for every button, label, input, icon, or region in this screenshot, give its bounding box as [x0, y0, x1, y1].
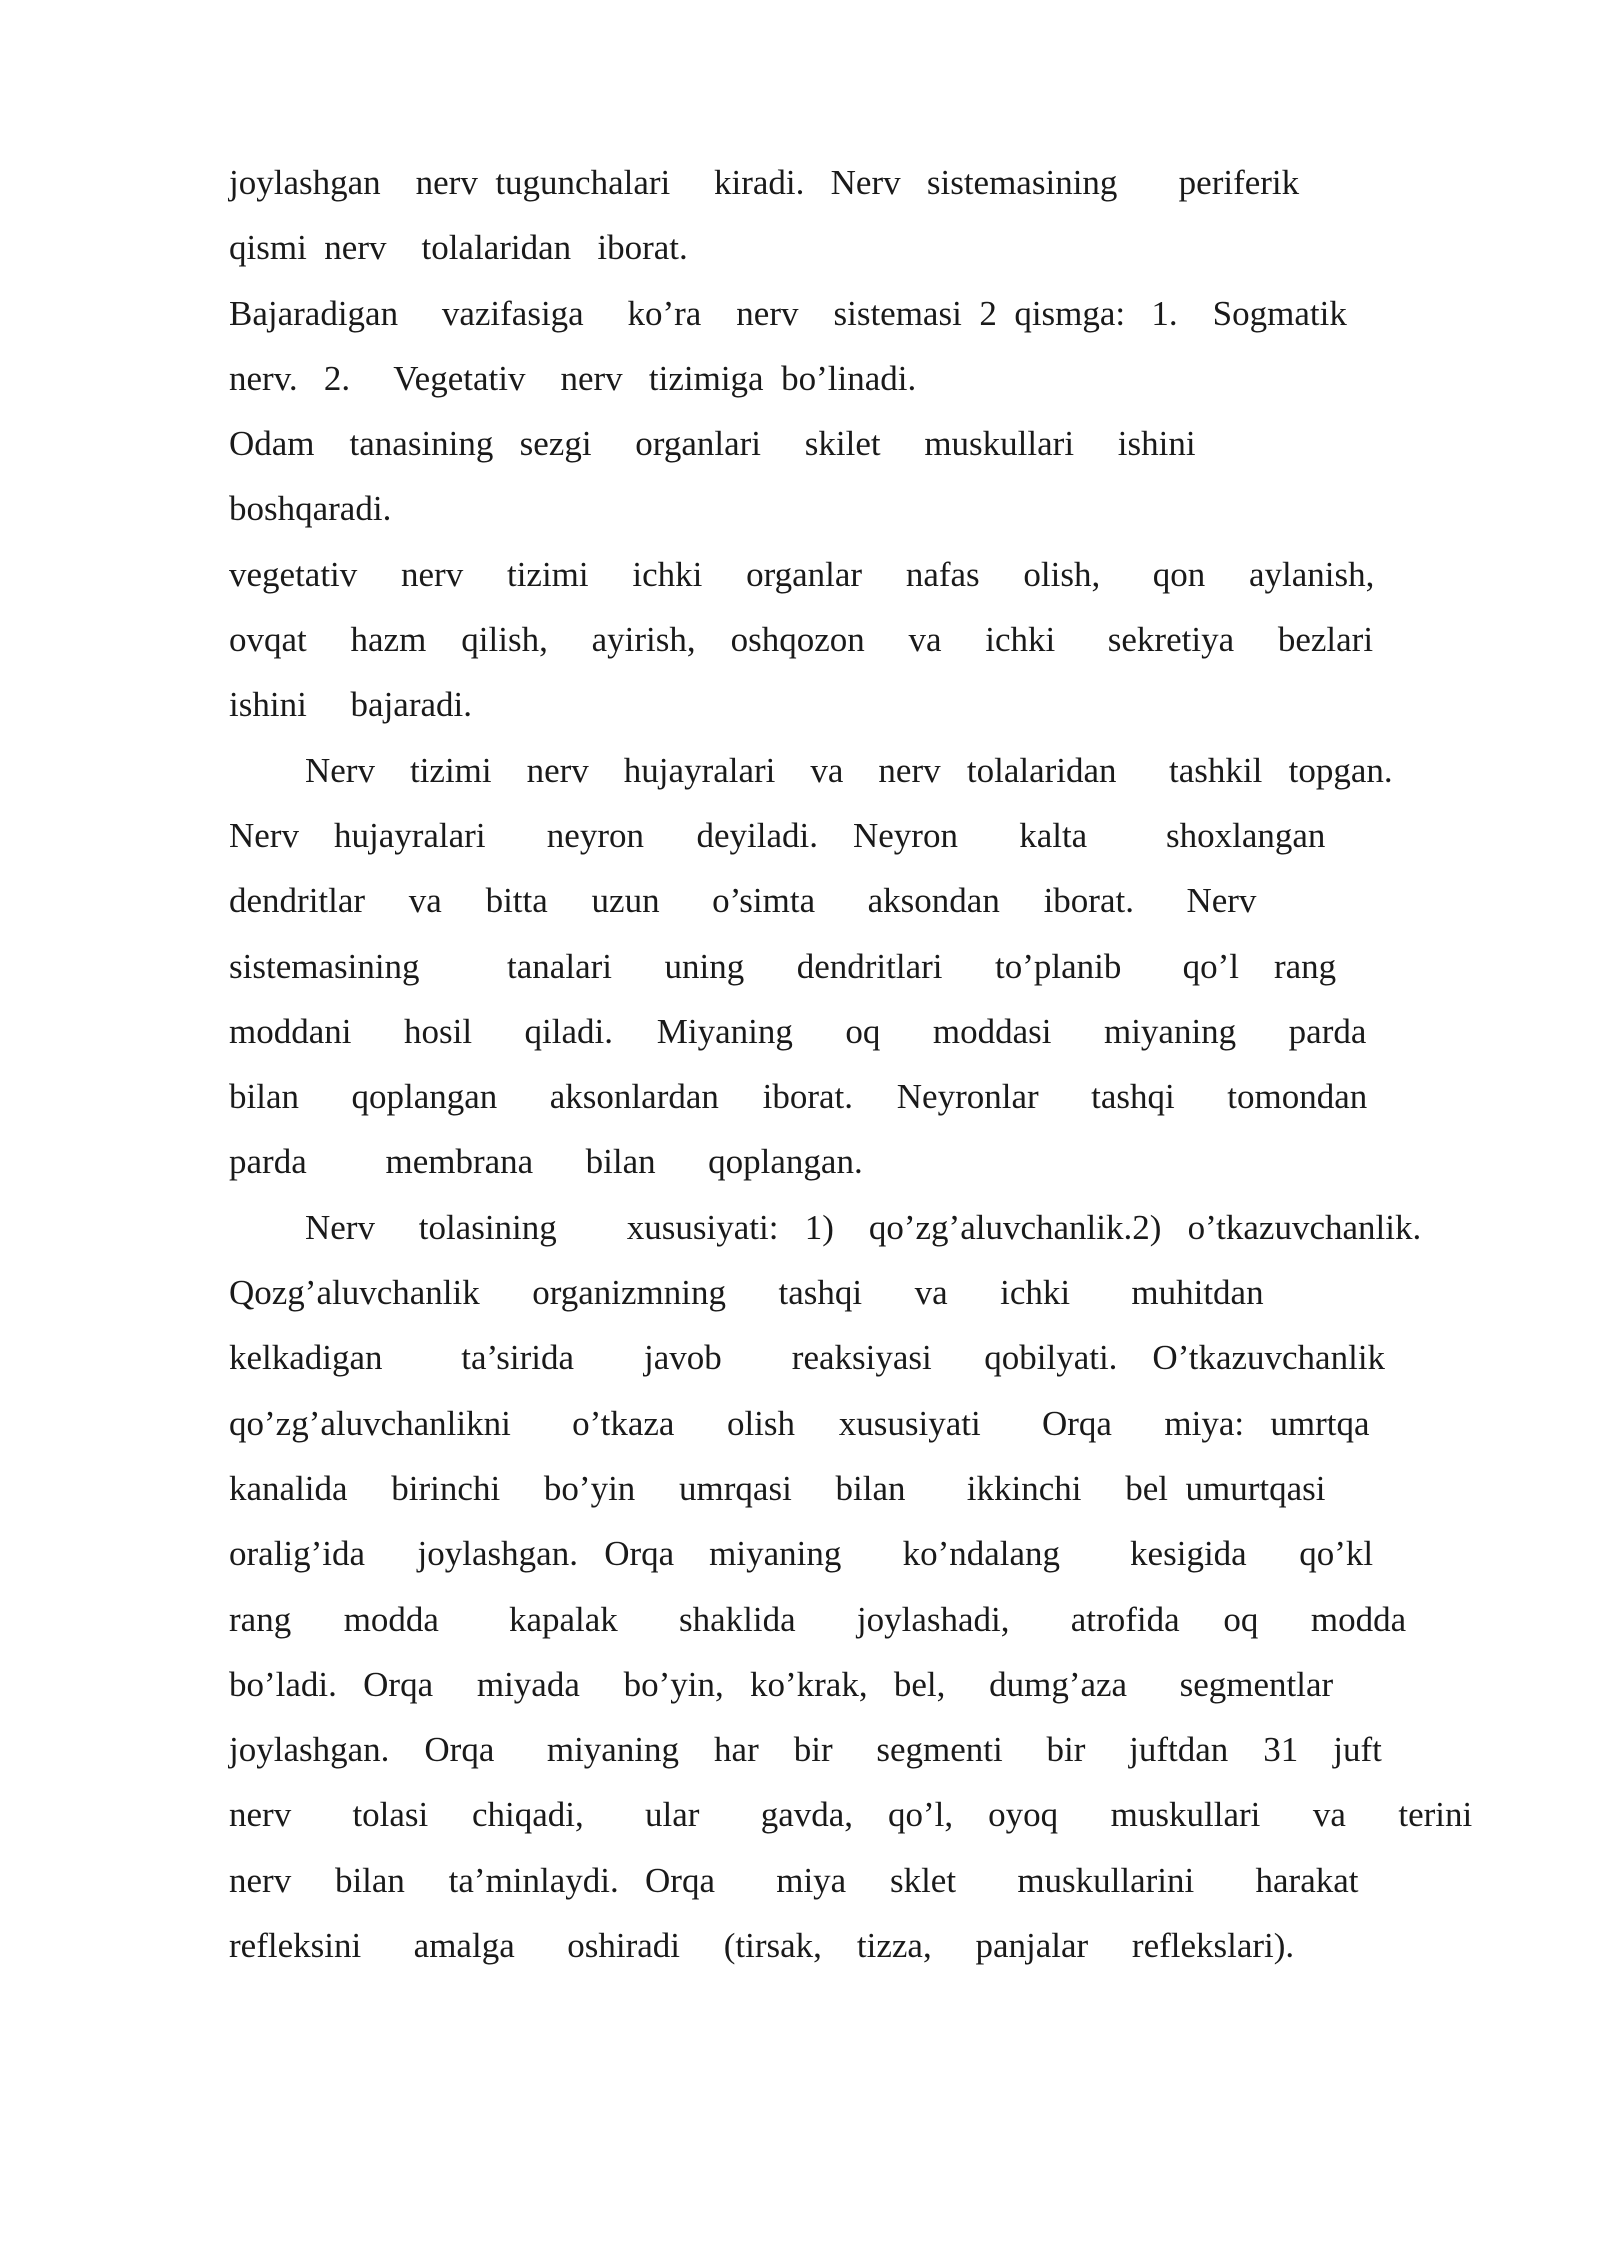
text-line: Nerv hujayralari neyron deyiladi. Neyron kalta shoxlangan	[229, 815, 1326, 855]
text-line: Qozg’aluvchanlik organizmning tashqi va ichki muhitdan	[229, 1273, 1264, 1313]
text-line: joylashgan. Orqa miyaning har bir segmenti bir juftdan 31 juft	[229, 1730, 1382, 1770]
text-line: moddani hosil qiladi. Miyaning oq moddasi miyaning parda	[229, 1011, 1367, 1051]
text-line: dendritlar va bitta uzun o’simta aksondan iborat. Nerv	[229, 881, 1257, 921]
text-line: vegetativ nerv tizimi ichki organlar nafas olish, qon aylanish,	[229, 554, 1375, 594]
text-line: Nerv tolasining xususiyati: 1) qo’zg’aluvchanlik.2) o’tkazuvchanlik.	[305, 1207, 1422, 1247]
text-line: Bajaradigan vazifasiga ko’ra nerv sistemasi 2 qismga: 1. Sogmatik	[229, 293, 1347, 333]
text-line: nerv bilan ta’minlaydi. Orqa miya sklet muskullarini harakat	[229, 1860, 1359, 1900]
text-line: Odam tanasining sezgi organlari skilet muskullari ishini	[229, 424, 1196, 464]
text-line: qismi nerv tolalaridan iborat.	[229, 228, 688, 268]
text-line: Nerv tizimi nerv hujayralari va nerv tolalaridan tashkil topgan.	[305, 750, 1393, 790]
text-line: joylashgan nerv tugunchalari kiradi. Nerv sistemasining periferik	[229, 163, 1300, 202]
text-line: parda membrana bilan qoplangan.	[229, 1142, 863, 1182]
text-line: kanalida birinchi bo’yin umrqasi bilan ikkinchi bel umurtqasi	[229, 1468, 1326, 1508]
text-line: kelkadigan ta’sirida javob reaksiyasi qobilyati. O’tkazuvchanlik	[229, 1338, 1386, 1378]
text-line: sistemasining tanalari uning dendritlari to’planib qo’l rang	[229, 946, 1337, 986]
text-line: ovqat hazm qilish, ayirish, oshqozon va ichki sekretiya bezlari	[229, 620, 1374, 660]
text-line: oralig’ida joylashgan. Orqa miyaning ko’ndalang kesigida qo’kl	[229, 1534, 1374, 1574]
text-line: nerv. 2. Vegetativ nerv tizimiga bo’linadi.	[229, 358, 917, 398]
text-line: bo’ladi. Orqa miyada bo’yin, ko’krak, bel, dumg’aza segmentlar	[229, 1664, 1334, 1704]
text-line: nerv tolasi chiqadi, ular gavda, qo’l, oyoq muskullari va terini	[229, 1795, 1473, 1835]
text-line: bilan qoplangan aksonlardan iborat. Neyronlar tashqi tomondan	[229, 1077, 1368, 1117]
text-line: boshqaradi.	[229, 489, 392, 529]
text-line: refleksini amalga oshiradi (tirsak, tizza, panjalar reflekslari).	[229, 1926, 1295, 1966]
text-line: ishini bajaradi.	[229, 685, 473, 725]
body-text	[229, 150, 1509, 1978]
text-line: qo’zg’aluvchanlikni o’tkaza olish xususiyati Orqa miya: umrtqa	[229, 1403, 1370, 1443]
text-line: rang modda kapalak shaklida joylashadi, atrofida oq modda	[229, 1599, 1407, 1639]
